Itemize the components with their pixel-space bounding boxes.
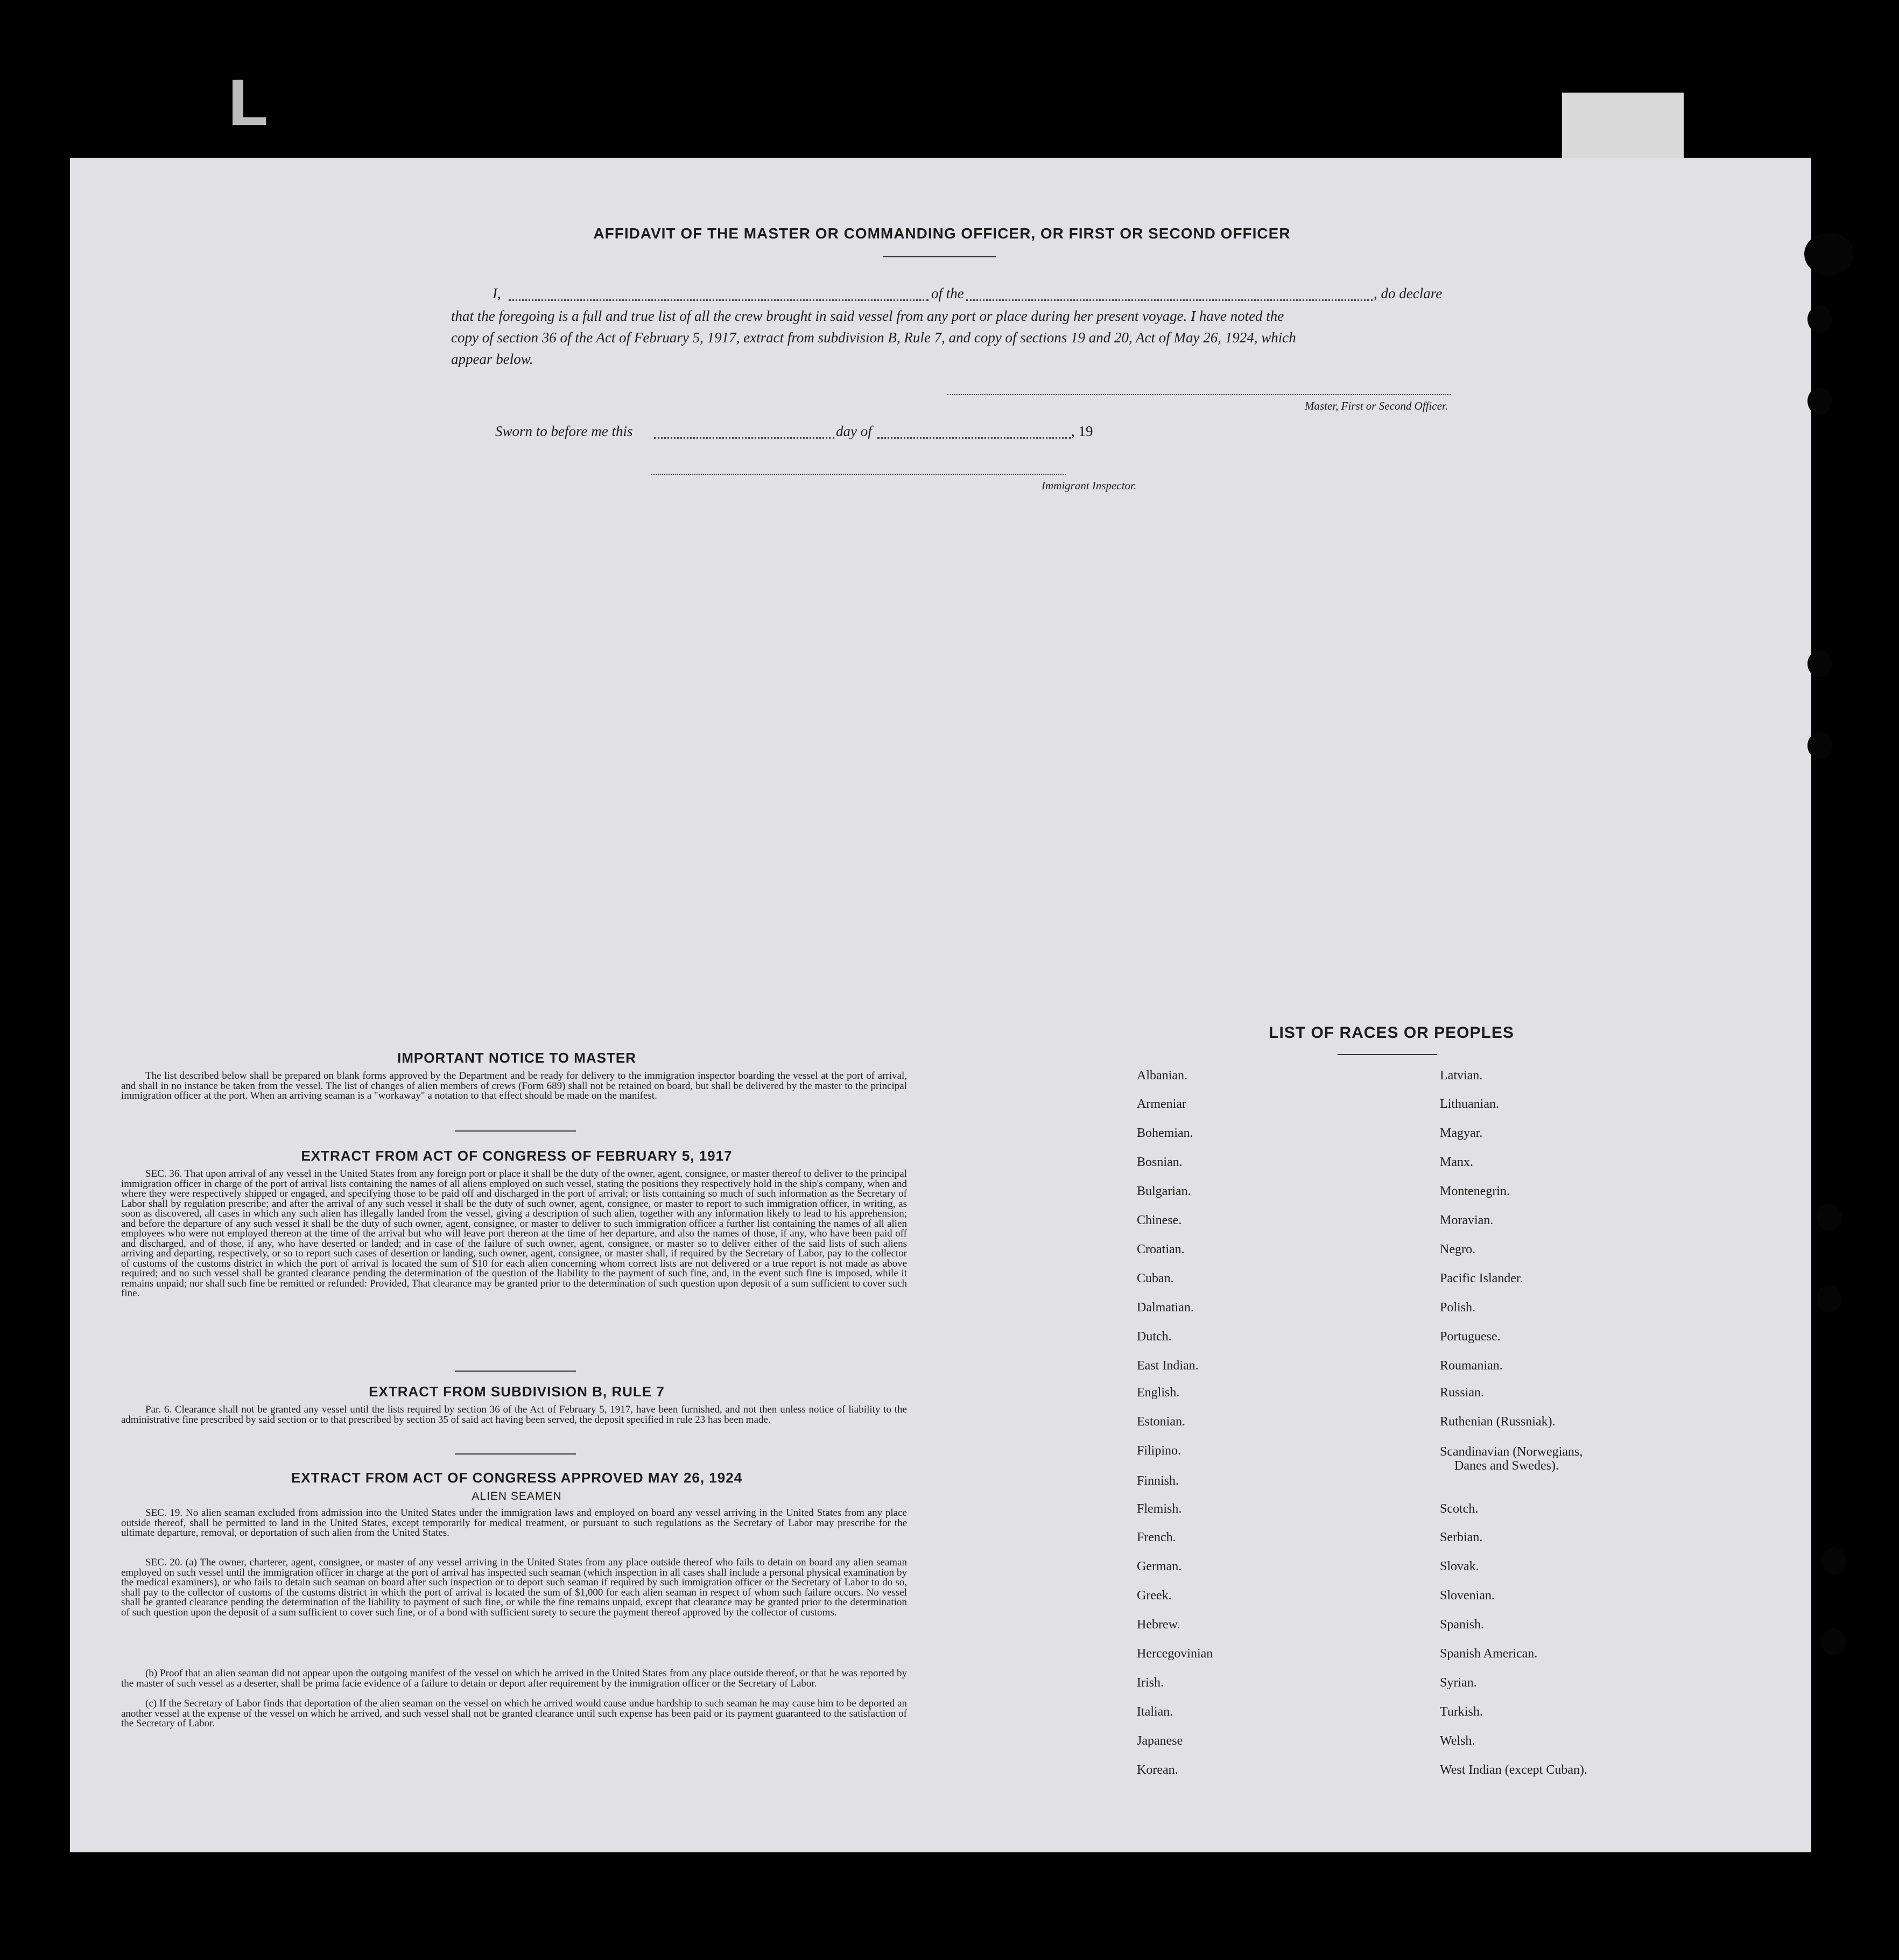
binder-hole <box>1807 388 1832 415</box>
race-item: Finnish. <box>1137 1474 1179 1488</box>
notice-body: The list described below shall be prepared on blank forms approved by the Department and be ready for delivery to the immigration inspector boarding the vessel at the port of arrival, and shall in no instance be taken from the vessel. The list of changes of alien members of crews (Form 689) shall not be retained on board, but shall be delivered by the master to the principal immigration officer at the port. When an arriving seaman is a "workaway" a notation to that effect should be made on the manifest. <box>121 1070 907 1101</box>
race-item: Roumanian. <box>1440 1359 1503 1373</box>
race-item: Latvian. <box>1440 1069 1483 1083</box>
race-item: Serbian. <box>1440 1530 1483 1544</box>
race-item: Hercegovinian <box>1137 1647 1213 1661</box>
binder-hole <box>1817 1204 1841 1231</box>
blank-month <box>877 437 1071 439</box>
binder-hole <box>1807 732 1832 759</box>
extract-1924-title: EXTRACT FROM ACT OF CONGRESS APPROVED MAY 26, 1924 <box>291 1470 743 1486</box>
affidavit-line-4: appear below. <box>451 351 533 367</box>
race-item: Lithuanian. <box>1440 1097 1499 1111</box>
race-item: Scotch. <box>1440 1502 1479 1516</box>
signature-line-inspector <box>651 474 1066 475</box>
master-label: Master, First or Second Officer. <box>1305 399 1448 412</box>
race-item: Hebrew. <box>1137 1618 1180 1632</box>
blank-day <box>654 437 834 439</box>
blank-vessel <box>966 299 1373 301</box>
affidavit-line-3: copy of section 36 of the Act of February 5, 1917, extract from subdivision B, Rule 7, and copy of sections 19 and 20, Act of May 26, 1924, which <box>451 329 1296 346</box>
race-item: Portuguese. <box>1440 1330 1501 1344</box>
race-item: Spanish. <box>1440 1618 1485 1632</box>
binder-hole <box>1821 1628 1846 1655</box>
race-item: Japanese <box>1137 1734 1183 1748</box>
race-item: German. <box>1137 1559 1182 1573</box>
binder-hole <box>1821 1548 1846 1575</box>
race-item: Montenegrin. <box>1440 1184 1510 1198</box>
race-item: East Indian. <box>1137 1359 1199 1373</box>
affidavit-line-2: that the foregoing is a full and true list of all the crew brought in said vessel from any port or place during her present voyage. I have noted the <box>451 308 1284 324</box>
race-item: Scandinavian (Norwegians, <box>1440 1445 1583 1459</box>
sec-20a-body: SEC. 20. (a) The owner, charterer, agent, consignee, or master of any vessel arriving in the United States from any place outside thereof who fails to detain on board any alien seaman employed on such vessel until the immigration officer in charge at the port of arrival has inspected such seaman (which inspection in all cases shall include a personal physical examination by the medical examiners), or who fails to detain such seaman on board after such inspection or to deport such seaman if required by such immigration officer or the Secretary of Labor to do so, shall pay to the collector of customs of the customs district in which the port of arrival is located the sum of $1,000 for each alien seaman in respect of whom such failure occurs. No vessel shall be granted clearance pending the determination of the liability to payment of such fine, or while the fine remains unpaid, except that clearance may be granted prior to the determination of such question upon the deposit of a sum sufficient to cover such fine, or of a bond with sufficient surety to secure the payment thereof approved by the collector of customs. <box>121 1557 907 1618</box>
signature-line-master <box>947 394 1451 395</box>
race-item: Armeniar <box>1137 1097 1186 1111</box>
divider <box>883 256 996 257</box>
race-item: English. <box>1137 1386 1180 1400</box>
sec-20c-body: (c) If the Secretary of Labor finds that deportation of the alien seaman on the vessel on which he arrived would cause undue hardship to such seaman he may cause him to be deported an another vessel at the expense of the vessel on which he arrived, and such vessel shall not be granted clearance until such expense has been paid or its payment guaranteed to the satisfaction of the Secretary of Labor. <box>121 1698 907 1729</box>
race-item: Slovenian. <box>1440 1589 1495 1603</box>
race-item: Pacific Islander. <box>1440 1271 1523 1285</box>
divider <box>455 1371 576 1372</box>
affidavit-of-the: of the <box>931 285 964 301</box>
race-item: Dalmatian. <box>1137 1301 1194 1315</box>
binder-hole <box>1804 233 1854 276</box>
race-item: Bosnian. <box>1137 1155 1183 1169</box>
divider <box>455 1453 576 1455</box>
race-item: Greek. <box>1137 1589 1172 1603</box>
rule-7-body: Par. 6. Clearance shall not be granted any vessel until the lists required by section 36 of the Act of February 5, 1917, have been furnished, and not then unless notice of liability to the administrative fine prescribed by said section or to that prescribed by section 35 of said act having been served, the deposit specified in rule 23 has been made. <box>121 1404 907 1425</box>
extract-1917-title: EXTRACT FROM ACT OF CONGRESS OF FEBRUARY 5, 1917 <box>301 1148 733 1164</box>
sec-20b-body: (b) Proof that an alien seaman did not appear upon the outgoing manifest of the vessel on which he arrived in the United States from any place outside thereof, or that he was reported by the master of such vessel as a deserter, shall be prima facie evidence of a failure to detain or deport after requirement by the immigration officer or the Secretary of Labor. <box>121 1668 907 1689</box>
alien-seamen-subtitle: ALIEN SEAMEN <box>472 1490 562 1502</box>
race-item: Albanian. <box>1137 1069 1187 1083</box>
race-item: Slovak. <box>1440 1559 1479 1573</box>
race-item: Danes and Swedes). <box>1454 1459 1559 1473</box>
notice-title: IMPORTANT NOTICE TO MASTER <box>397 1050 636 1066</box>
affidavit-declare: , do declare <box>1374 285 1443 301</box>
inspector-label: Immigrant Inspector. <box>1042 479 1137 492</box>
race-item: Spanish American. <box>1440 1647 1538 1661</box>
race-item: Manx. <box>1440 1155 1473 1169</box>
sworn-text: Sworn to before me this <box>495 423 633 439</box>
affidavit-title: AFFIDAVIT OF THE MASTER OR COMMANDING OFFICER, OR FIRST OR SECOND OFFICER <box>593 225 1291 242</box>
race-item: Turkish. <box>1440 1705 1483 1719</box>
race-item: Filipino. <box>1137 1444 1181 1458</box>
race-item: Ruthenian (Russniak). <box>1440 1415 1556 1429</box>
extract-1917-body: SEC. 36. That upon arrival of any vessel in the United States from any foreign port or place it shall be the duty of the owner, agent, consignee, or master thereof to deliver to the principal immigration officer in charge of the port of arrival lists containing the names of all aliens employed on such vessel, stating the positions they respectively hold in the ship's company, when and where they were respectively shipped or engaged, and specifying those to be paid off and discharged in the port of arrival; or lists containing so much of such information as the Secretary of Labor shall by regulation prescribe; and after the arrival of any such vessel it shall be the duty of such owner, agent, consignee, or master to report to such immigration officer, in writing, as soon as discovered, all cases in which any such alien has illegally landed from the vessel, giving a description of such alien, together with any information likely to lead to his apprehension; and before the departure of any such vessel it shall be the duty of such owner, agent, consignee, or master to deliver to such immigration officer a further list containing the names of all alien employees who were not employed thereon at the time of the arrival but who will leave port thereon at the time of her departure, and also the names of those, if any, who have been paid off and discharged, and of those, if any, who have deserted or landed; and in case of the failure of such owner, agent, consignee, or master so to deliver either of the said lists of such aliens arriving and departing, respectively, or so to report such cases of desertion or landing, such owner, agent, consignee, or master shall, if required by the Secretary of Labor, pay to the collector of customs of the customs district in which the port of arrival is located the sum of $10 for each alien concerning whom correct lists are not delivered or a true report is not made as above required; and no such vessel shall be granted clearance pending the determination of the question of the liability to the payment of such fine, and, in the event such fine is imposed, while it remains unpaid; nor shall such fine be remitted or refunded: Provided, That clearance may be granted prior to the determination of such question upon deposit of a sum sufficient to cover such fine. <box>121 1168 907 1299</box>
blank-name <box>509 299 929 301</box>
race-item: Moravian. <box>1440 1213 1494 1227</box>
race-item: Croatian. <box>1137 1242 1185 1256</box>
binder-hole <box>1817 1285 1841 1312</box>
race-item: Negro. <box>1440 1242 1475 1256</box>
day-of-text: day of <box>836 423 872 439</box>
race-item: Welsh. <box>1440 1734 1475 1748</box>
race-item: Bohemian. <box>1137 1126 1193 1140</box>
sec-19-body: SEC. 19. No alien seaman excluded from admission into the United States under the immigration laws and employed on board any vessel arriving in the United States from any place outside thereof, shall be permitted to land in the United States, except temporarily for medical treatment, or pursuant to such regulations as the Secretary of Labor may prescribe for the ultimate departure, removal, or deportation of such alien from the United States. <box>121 1507 907 1539</box>
rule-7-title: EXTRACT FROM SUBDIVISION B, RULE 7 <box>369 1383 665 1400</box>
race-item: Estonian. <box>1137 1415 1185 1429</box>
divider <box>455 1130 576 1132</box>
race-item: Korean. <box>1137 1763 1178 1777</box>
binder-hole <box>1807 650 1832 677</box>
race-item: Syrian. <box>1440 1676 1477 1690</box>
year-text: , 19 <box>1071 423 1093 439</box>
race-item: Dutch. <box>1137 1330 1172 1344</box>
divider <box>1338 1054 1437 1055</box>
race-item: Magyar. <box>1440 1126 1483 1140</box>
paper-tab-left-foot <box>241 117 266 125</box>
race-item: French. <box>1137 1530 1176 1544</box>
race-item: Flemish. <box>1137 1502 1182 1516</box>
race-item: Polish. <box>1440 1301 1476 1315</box>
race-item: Italian. <box>1137 1705 1173 1719</box>
race-item: Chinese. <box>1137 1213 1182 1227</box>
race-item: Irish. <box>1137 1676 1164 1690</box>
races-title: LIST OF RACES OR PEOPLES <box>1269 1024 1514 1042</box>
affidavit-i: I, <box>493 285 501 301</box>
binder-hole <box>1807 306 1832 333</box>
race-item: Russian. <box>1440 1386 1485 1400</box>
paper-tab-right <box>1562 93 1684 159</box>
race-item: Cuban. <box>1137 1271 1174 1285</box>
race-item: Bulgarian. <box>1137 1184 1191 1198</box>
race-item: West Indian (except Cuban). <box>1440 1763 1587 1777</box>
